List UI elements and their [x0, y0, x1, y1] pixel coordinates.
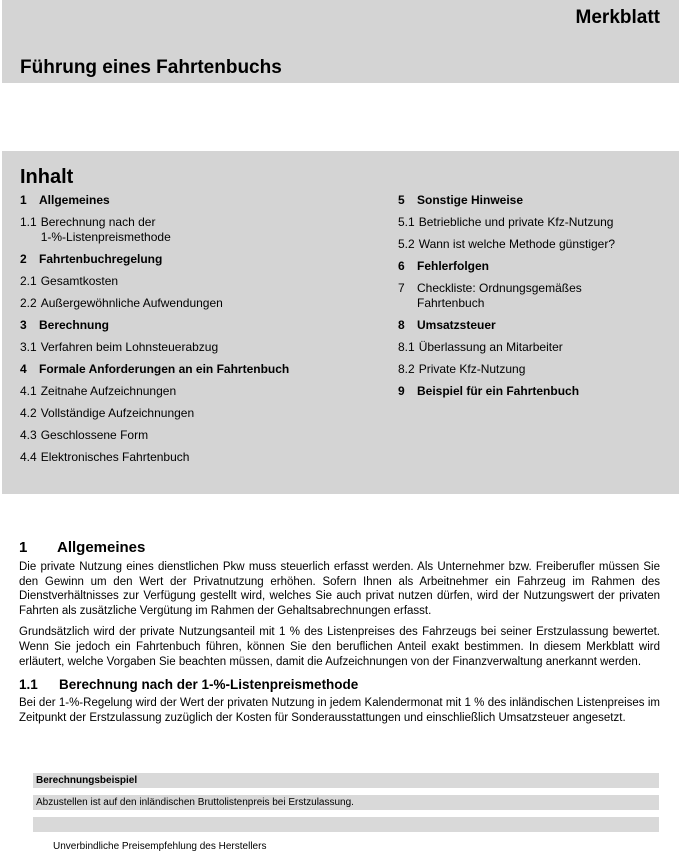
toc-entry-number: 1	[20, 193, 27, 207]
section-number: 1	[19, 539, 28, 556]
example-title: Berechnungsbeispiel	[33, 773, 659, 788]
toc-entry-number: 4.3	[20, 428, 37, 442]
subsection-number: 1.1	[19, 677, 38, 693]
toc-entry[interactable]	[398, 281, 668, 311]
subsection-heading	[19, 677, 660, 692]
toc-entry[interactable]	[398, 237, 668, 252]
toc-entry-line: Fahrtenbuch	[417, 296, 485, 310]
toc-entry-text	[39, 318, 380, 333]
toc-entry[interactable]	[20, 318, 380, 333]
document-type: Merkblatt	[575, 7, 660, 28]
toc-entry[interactable]	[20, 252, 380, 267]
toc-entry-number: 5.1	[398, 215, 415, 229]
toc-entry[interactable]	[398, 340, 668, 355]
toc-entry-number: 4.2	[20, 406, 37, 420]
toc-entry-number: 5	[398, 193, 405, 207]
toc-right-column	[398, 193, 668, 406]
toc-entry-number: 8	[398, 318, 405, 332]
toc-entry-text	[417, 193, 668, 208]
toc-entry-line: Allgemeines	[39, 193, 110, 207]
toc-entry-line: Beispiel für ein Fahrtenbuch	[417, 384, 580, 398]
toc-entry-line: 1-%-Listenpreismethode	[40, 230, 171, 244]
toc-entry-text	[417, 281, 668, 311]
section-title: Allgemeines	[57, 539, 146, 556]
toc-entry[interactable]	[20, 296, 380, 311]
toc-entry-number: 4.4	[20, 450, 37, 464]
toc-entry-line: Vollständige Aufzeichnungen	[40, 406, 195, 420]
toc-entry[interactable]	[398, 215, 668, 230]
toc-entry[interactable]	[20, 428, 380, 443]
toc-entry-text	[41, 450, 380, 465]
toc-entry-number: 1.1	[20, 215, 37, 229]
toc-entry[interactable]	[398, 259, 668, 274]
toc-entry-line: Fahrtenbuchregelung	[39, 252, 163, 266]
toc-entry-text	[419, 340, 668, 355]
toc-entry-number: 4.1	[20, 384, 37, 398]
toc-entry[interactable]	[20, 384, 380, 399]
toc-entry[interactable]	[20, 362, 380, 377]
toc-entry[interactable]	[20, 450, 380, 465]
toc-entry-number: 8.2	[398, 362, 415, 376]
toc-entry-number: 7	[398, 281, 405, 295]
toc-entry-text	[419, 215, 668, 230]
toc-entry-text	[41, 406, 380, 421]
toc-entry-line: Wann ist welche Methode günstiger?	[418, 237, 616, 251]
toc-entry-line: Checkliste: Ordnungsgemäßes	[417, 281, 582, 295]
table-of-contents	[2, 151, 679, 494]
toc-entry-text	[41, 296, 380, 311]
toc-entry-text	[41, 215, 380, 245]
toc-entry-number: 4	[20, 362, 27, 376]
paragraph: Die private Nutzung eines dienstlichen Pkw muss steuerlich erfasst werden. Als Unternehmer bzw. Freiberufler müssen Sie den Gewinn um den Wert der Privatnutzung erhöhen. Sofern Ihnen als Arbeitnehmer ein Fahrzeug im Rahmen des Dienstverhältnisses zur Verfügung gestellt wird, welches Sie auch privat nutzen dürfen, wird der Nutzungswert der privaten Fahrten als zusätzliche Vergütung im Rahmen der Gehaltsabrechnungen erfasst.	[19, 561, 660, 617]
toc-entry-text	[39, 252, 380, 267]
toc-entry-text	[417, 259, 668, 274]
toc-entry-number: 2.2	[20, 296, 37, 310]
document-title: Führung eines Fahrtenbuchs	[20, 57, 282, 78]
toc-entry-number: 6	[398, 259, 405, 273]
toc-entry[interactable]	[398, 193, 668, 208]
toc-entry[interactable]	[20, 215, 380, 245]
example-row: Abzustellen ist auf den inländischen Bruttolistenpreis bei Erstzulassung.	[33, 795, 659, 810]
toc-entry-line: Umsatzsteuer	[417, 318, 496, 332]
toc-entry-line: Betriebliche und private Kfz-Nutzung	[418, 215, 614, 229]
example-row-empty	[33, 817, 659, 832]
toc-left-column	[20, 193, 380, 472]
toc-entry[interactable]	[398, 318, 668, 333]
paragraph: Bei der 1-%-Regelung wird der Wert der privaten Nutzung in jedem Kalendermonat mit 1 % des inländischen Listenpreises im Zeitpunkt der Erstzulassung zuzüglich der Kosten für Sonderausstattungen und einschließlich Umsatzsteuer angesetzt.	[19, 697, 660, 724]
toc-entry[interactable]	[20, 193, 380, 208]
toc-entry-line: Formale Anforderungen an ein Fahrtenbuch	[39, 362, 290, 376]
main-content	[19, 539, 660, 732]
toc-entry-number: 9	[398, 384, 405, 398]
toc-entry-line: Außergewöhnliche Aufwendungen	[40, 296, 223, 310]
toc-entry-text	[419, 362, 668, 377]
toc-entry-text	[41, 274, 380, 289]
toc-entry-text	[41, 428, 380, 443]
toc-entry-text	[41, 340, 380, 355]
toc-entry-text	[39, 193, 380, 208]
toc-entry-text	[39, 362, 380, 377]
toc-entry-line: Private Kfz-Nutzung	[418, 362, 526, 376]
toc-entry-text	[419, 237, 668, 252]
toc-entry[interactable]	[398, 362, 668, 377]
toc-entry-line: Geschlossene Form	[40, 428, 149, 442]
section-heading	[19, 539, 660, 556]
toc-entry-line: Verfahren beim Lohnsteuerabzug	[40, 340, 219, 354]
toc-entry[interactable]	[20, 406, 380, 421]
toc-entry-number: 2	[20, 252, 27, 266]
toc-entry-number: 3	[20, 318, 27, 332]
header-band	[2, 0, 679, 83]
toc-entry[interactable]	[20, 340, 380, 355]
example-row: Unverbindliche Preisempfehlung des Herstellers	[33, 839, 659, 854]
toc-entry-number: 5.2	[398, 237, 415, 251]
toc-title: Inhalt	[20, 166, 74, 188]
toc-entry-line: Zeitnahe Aufzeichnungen	[40, 384, 177, 398]
toc-entry-line: Elektronisches Fahrtenbuch	[40, 450, 190, 464]
toc-entry-number: 2.1	[20, 274, 37, 288]
subsection-title: Berechnung nach der 1-%-Listenpreismethode	[59, 677, 359, 693]
toc-entry-text	[417, 384, 668, 399]
toc-entry-line: Berechnung nach der	[40, 215, 156, 229]
toc-entry-line: Gesamtkosten	[40, 274, 119, 288]
calculation-example-table	[33, 773, 659, 854]
toc-entry-text	[41, 384, 380, 399]
toc-entry-number: 3.1	[20, 340, 37, 354]
toc-entry[interactable]	[20, 274, 380, 289]
toc-entry-text	[417, 318, 668, 333]
toc-entry-line: Berechnung	[39, 318, 110, 332]
toc-entry[interactable]	[398, 384, 668, 399]
toc-entry-line: Fehlerfolgen	[417, 259, 490, 273]
paragraph: Grundsätzlich wird der private Nutzungsanteil mit 1 % des Listenpreises des Fahrzeugs bei seiner Erstzulassung bewertet. Wenn Sie jedoch ein Fahrtenbuch führen, können Sie den beruflichen Anteil exakt bestimmen. In diesem Merkblatt wird erläutert, welche Vorgaben Sie beachten müssen, damit die Aufzeichnungen von der Finanzverwaltung anerkannt werden.	[19, 626, 660, 668]
toc-entry-line: Sonstige Hinweise	[417, 193, 524, 207]
toc-entry-line: Überlassung an Mitarbeiter	[418, 340, 563, 354]
toc-entry-number: 8.1	[398, 340, 415, 354]
